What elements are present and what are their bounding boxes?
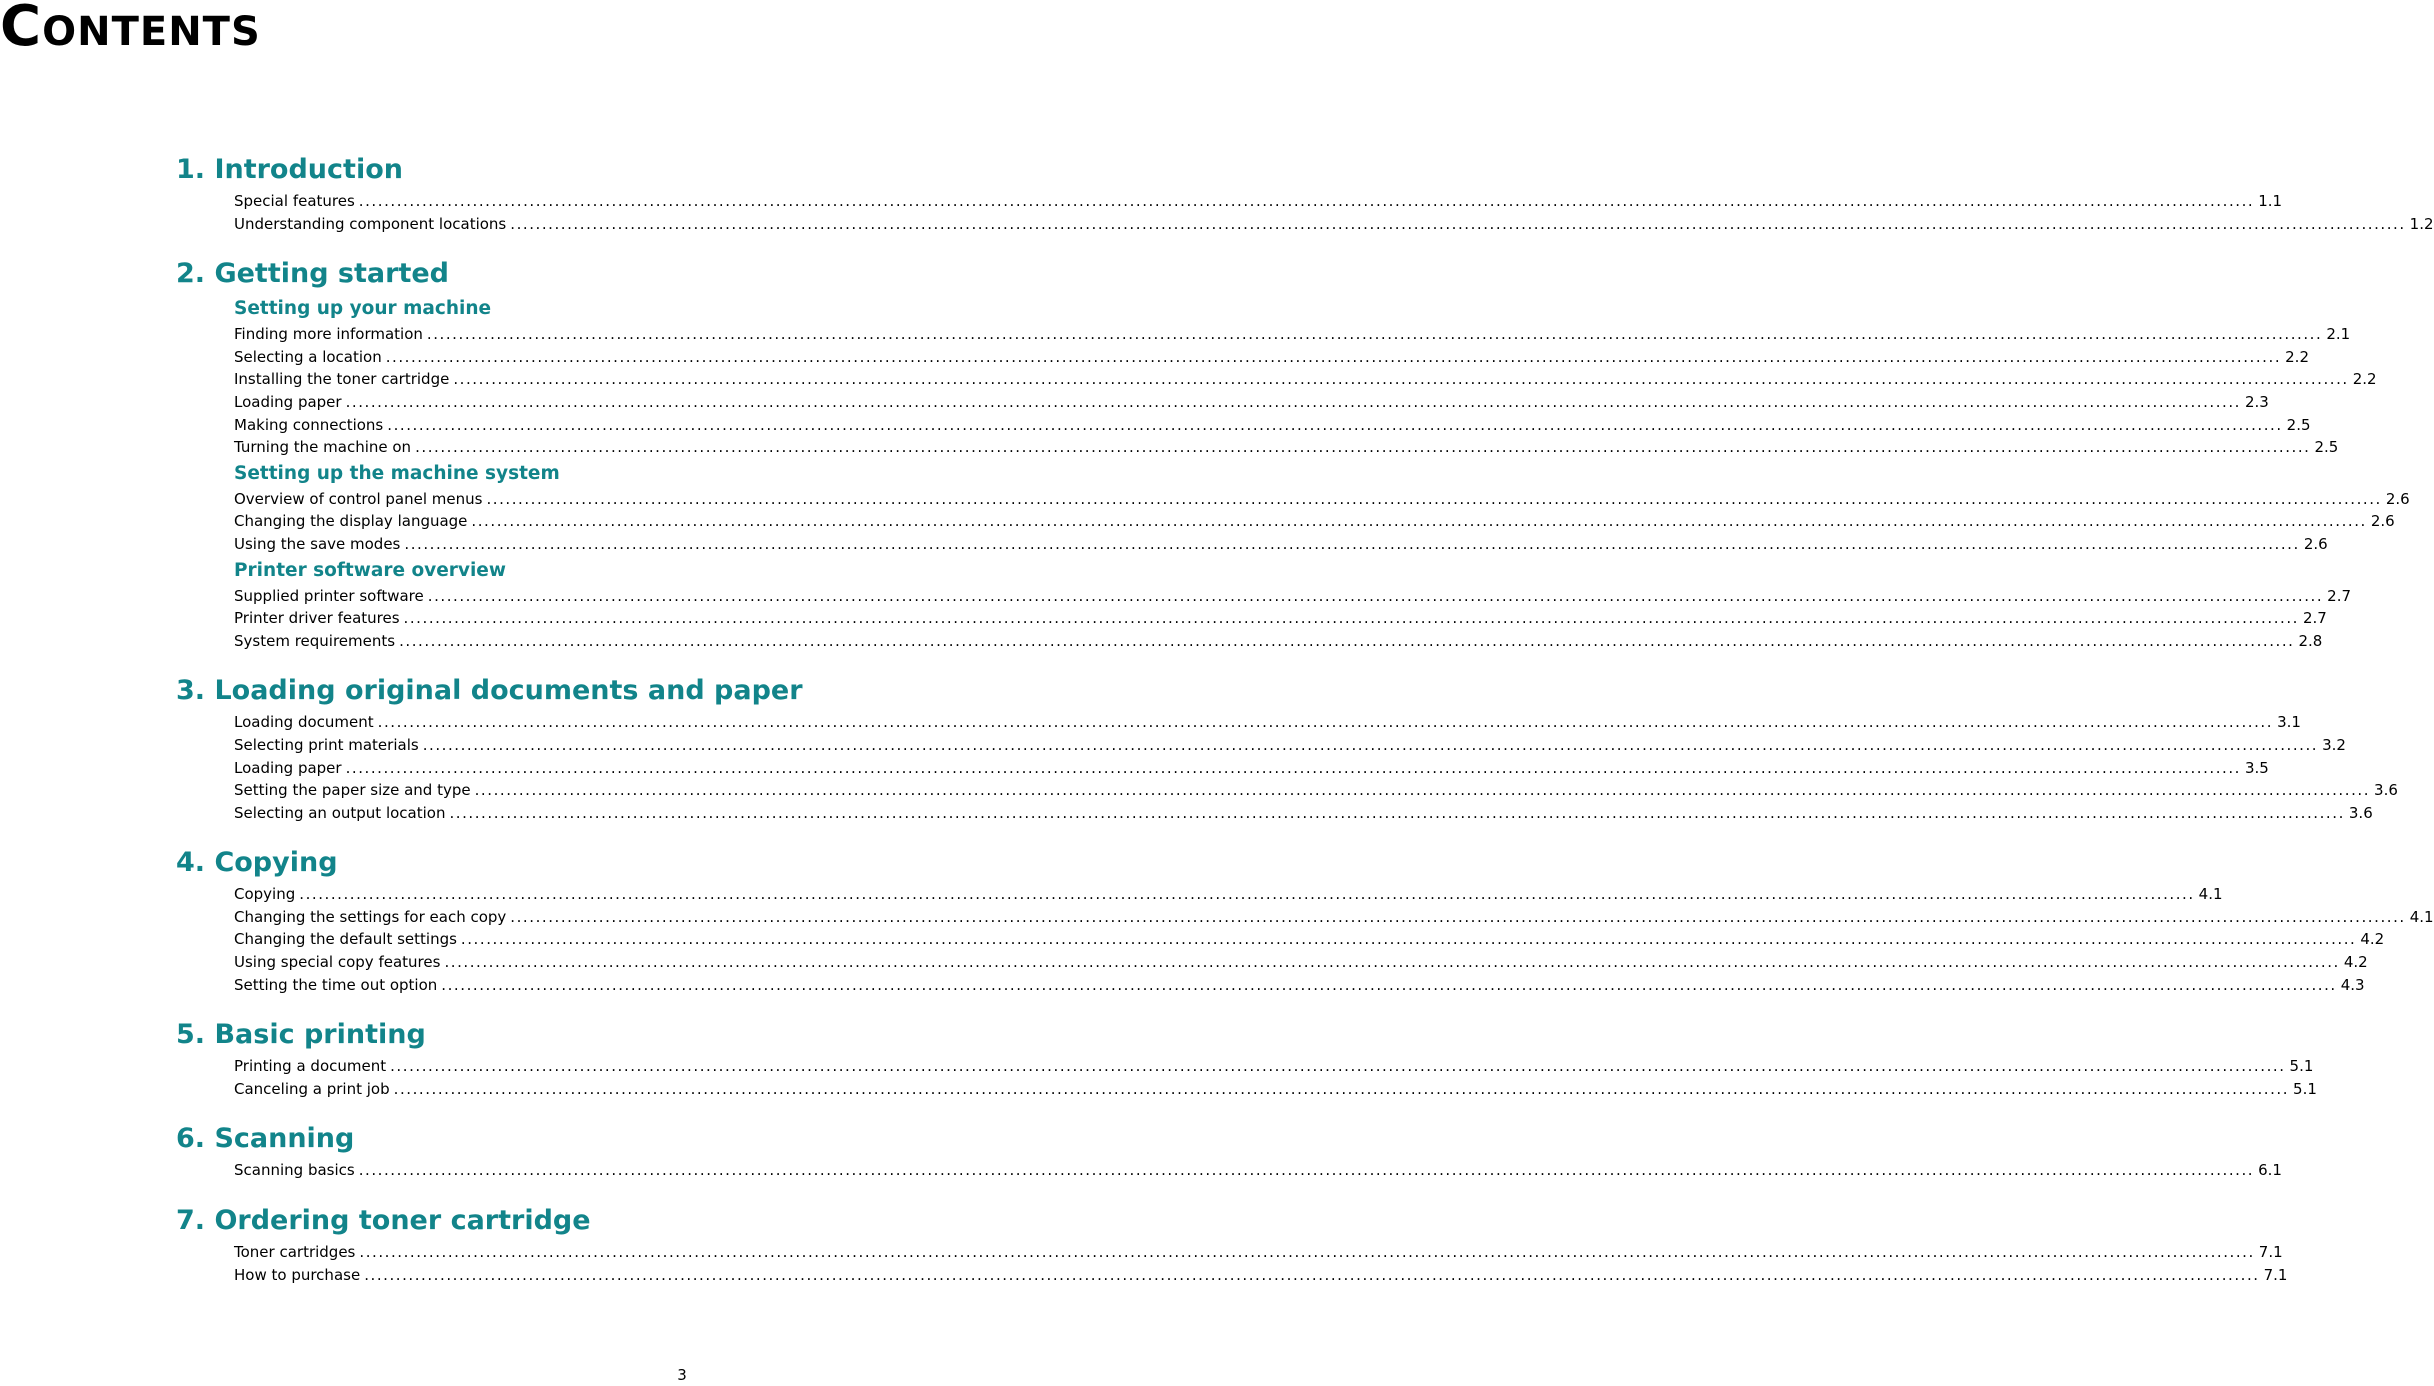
dot-leader: ............................................................................................................................................................................................................................................................................................................ [486, 489, 2382, 508]
toc-entry[interactable] [234, 1241, 2283, 1264]
toc-entry[interactable] [234, 414, 2311, 437]
subsection-heading[interactable]: Printer software overview [234, 559, 506, 581]
chapter-heading[interactable]: 7. Ordering toner cartridge [176, 1205, 591, 1237]
entry-title: Loading paper [234, 392, 342, 411]
dot-leader: ............................................................................................................................................................................................................................................................................................................ [359, 1243, 2255, 1262]
dot-leader: ............................................................................................................................................................................................................................................................................................................ [377, 713, 2274, 732]
entry-title: Overview of control panel menus [234, 489, 483, 508]
entry-title: Understanding component locations [234, 214, 507, 233]
dot-leader: ............................................................................................................................................................................................................................................................................................................ [510, 214, 2406, 233]
dot-leader: ............................................................................................................................................................................................................................................................................................................ [474, 781, 2371, 800]
toc-section [176, 671, 2398, 824]
toc-entry[interactable] [234, 757, 2269, 780]
entry-title: Supplied printer software [234, 586, 424, 605]
dot-leader: ............................................................................................................................................................................................................................................................................................................ [399, 631, 2295, 650]
entry-page-number: 2.1 [2326, 325, 2351, 344]
entry-page-number: 4.3 [2340, 975, 2365, 994]
dot-leader: ............................................................................................................................................................................................................................................................................................................ [393, 1079, 2290, 1098]
entry-title: How to purchase [234, 1265, 361, 1284]
toc-section [176, 1015, 2317, 1100]
entry-page-number: 2.7 [2327, 586, 2352, 605]
entry-title: Selecting a location [234, 347, 382, 366]
entry-page-number: 1.1 [2258, 192, 2283, 210]
entry-title: Changing the default settings [234, 930, 457, 949]
toc-entry[interactable] [234, 951, 2368, 974]
table-of-contents [176, 150, 2434, 1286]
toc-entry[interactable] [234, 323, 2351, 346]
toc-entry[interactable] [234, 906, 2434, 929]
entry-page-number: 2.2 [2285, 347, 2309, 366]
dot-leader: ............................................................................................................................................................................................................................................................................................................ [299, 885, 2195, 904]
entry-title: Finding more information [234, 325, 423, 344]
entry-title: Selecting print materials [234, 735, 419, 754]
toc-entry[interactable] [234, 585, 2352, 608]
dot-leader: ............................................................................................................................................................................................................................................................................................................ [358, 192, 2255, 210]
entry-title: Loading document [234, 713, 374, 732]
entry-title: Printing a document [234, 1057, 387, 1076]
entry-page-number: 3.6 [2348, 803, 2373, 822]
toc-section [176, 150, 2434, 235]
toc-entry[interactable] [234, 213, 2434, 236]
dot-leader: ............................................................................................................................................................................................................................................................................................................ [385, 347, 2282, 366]
entry-title: Toner cartridges [234, 1243, 356, 1262]
toc-entry[interactable] [234, 1159, 2282, 1182]
toc-entry[interactable] [234, 607, 2327, 630]
entry-page-number: 3.6 [2374, 781, 2398, 800]
entry-title: Canceling a print job [234, 1079, 390, 1098]
entry-page-number: 2.7 [2302, 609, 2327, 628]
toc-section [176, 1201, 2288, 1286]
chapter-heading[interactable]: 5. Basic printing [176, 1019, 426, 1051]
entry-page-number: 3.2 [2322, 735, 2346, 754]
entry-page-number: 4.2 [2360, 930, 2385, 949]
toc-entry[interactable] [234, 630, 2323, 653]
toc-entry[interactable] [234, 1055, 2314, 1078]
chapter-heading[interactable]: 3. Loading original documents and paper [176, 675, 803, 707]
toc-section [176, 254, 2410, 652]
dot-leader: ............................................................................................................................................................................................................................................................................................................ [441, 975, 2337, 994]
entry-page-number: 6.1 [2258, 1161, 2282, 1180]
toc-entry[interactable] [234, 368, 2377, 391]
dot-leader: ............................................................................................................................................................................................................................................................................................................ [427, 586, 2324, 605]
entry-title: Setting the time out option [234, 975, 438, 994]
toc-entry[interactable] [234, 928, 2385, 951]
dot-leader: ............................................................................................................................................................................................................................................................................................................ [449, 803, 2345, 822]
entry-title: Scanning basics [234, 1161, 355, 1180]
dot-leader: ............................................................................................................................................................................................................................................................................................................ [460, 930, 2357, 949]
page-title [0, 0, 261, 59]
title-rest: ONTENTS [42, 9, 261, 55]
toc-entry[interactable] [234, 190, 2283, 213]
entry-title: Copying [234, 885, 296, 904]
entry-page-number: 4.1 [2409, 907, 2434, 926]
entry-page-number: 4.2 [2343, 953, 2368, 972]
dot-leader: ............................................................................................................................................................................................................................................................................................................ [471, 512, 2367, 531]
entry-title: Using special copy features [234, 953, 441, 972]
toc-entry[interactable] [234, 779, 2398, 802]
entry-title: System requirements [234, 631, 396, 650]
toc-entry[interactable] [234, 974, 2365, 997]
chapter-heading[interactable]: 6. Scanning [176, 1123, 355, 1155]
dot-leader: ............................................................................................................................................................................................................................................................................................................ [358, 1161, 2255, 1180]
dot-leader: ............................................................................................................................................................................................................................................................................................................ [415, 438, 2311, 457]
dot-leader: ............................................................................................................................................................................................................................................................................................................ [453, 370, 2349, 389]
entry-page-number: 1.2 [2409, 214, 2434, 233]
toc-entry[interactable] [234, 711, 2301, 734]
entry-title: Special features [234, 192, 355, 210]
toc-entry[interactable] [234, 510, 2395, 533]
dot-leader: ............................................................................................................................................................................................................................................................................................................ [387, 415, 2283, 434]
entry-title: Printer driver features [234, 609, 400, 628]
toc-entry[interactable] [234, 802, 2373, 825]
entry-page-number: 2.8 [2298, 631, 2323, 650]
entry-page-number: 2.6 [2303, 534, 2328, 553]
entry-title: Loading paper [234, 758, 342, 777]
dot-leader: ............................................................................................................................................................................................................................................................................................................ [403, 609, 2299, 628]
entry-title: Turning the machine on [234, 438, 412, 457]
entry-page-number: 2.6 [2370, 512, 2395, 531]
entry-page-number: 5.1 [2293, 1079, 2317, 1098]
dot-leader: ............................................................................................................................................................................................................................................................................................................ [404, 534, 2300, 553]
subsection-heading[interactable]: Setting up the machine system [234, 462, 560, 484]
toc-entry[interactable] [234, 436, 2339, 459]
toc-entry[interactable] [234, 533, 2328, 556]
entry-title: Installing the toner cartridge [234, 370, 450, 389]
toc-section [176, 843, 2434, 996]
entry-page-number: 5.1 [2289, 1057, 2314, 1076]
toc-entry[interactable] [234, 734, 2346, 757]
page-number: 3 [677, 1366, 687, 1384]
entry-title: Changing the display language [234, 512, 468, 531]
dot-leader: ............................................................................................................................................................................................................................................................................................................ [510, 907, 2406, 926]
chapter-heading[interactable]: 4. Copying [176, 847, 338, 879]
entry-page-number: 3.5 [2245, 758, 2269, 777]
entry-page-number: 2.5 [2314, 438, 2339, 457]
entry-title: Selecting an output location [234, 803, 446, 822]
toc-section [176, 1119, 2282, 1182]
dot-leader: ............................................................................................................................................................................................................................................................................................................ [345, 392, 2241, 411]
entry-page-number: 2.6 [2385, 489, 2410, 508]
entry-page-number: 7.1 [2258, 1243, 2283, 1262]
chapter-heading[interactable]: 2. Getting started [176, 258, 449, 290]
toc-entry[interactable] [234, 883, 2223, 906]
entry-title: Using the save modes [234, 534, 401, 553]
toc-entry[interactable] [234, 488, 2410, 511]
entry-title: Changing the settings for each copy [234, 907, 507, 926]
title-initial: C [0, 0, 43, 59]
entry-page-number: 2.5 [2286, 415, 2311, 434]
toc-entry[interactable] [234, 1078, 2317, 1101]
dot-leader: ............................................................................................................................................................................................................................................................................................................ [422, 735, 2319, 754]
entry-page-number: 2.2 [2352, 370, 2377, 389]
toc-entry[interactable] [234, 391, 2269, 414]
toc-entry[interactable] [234, 1264, 2288, 1287]
dot-leader: ............................................................................................................................................................................................................................................................................................................ [390, 1057, 2286, 1076]
entry-page-number: 7.1 [2263, 1265, 2288, 1284]
dot-leader: ............................................................................................................................................................................................................................................................................................................ [345, 758, 2241, 777]
entry-page-number: 2.3 [2245, 392, 2269, 411]
dot-leader: ............................................................................................................................................................................................................................................................................................................ [364, 1265, 2260, 1284]
dot-leader: ............................................................................................................................................................................................................................................................................................................ [444, 953, 2340, 972]
entry-title: Making connections [234, 415, 384, 434]
subsection-heading[interactable]: Setting up your machine [234, 298, 492, 320]
entry-title: Setting the paper size and type [234, 781, 471, 800]
dot-leader: ............................................................................................................................................................................................................................................................................................................ [426, 325, 2323, 344]
toc-entry[interactable] [234, 346, 2309, 369]
chapter-heading[interactable]: 1. Introduction [176, 154, 403, 185]
entry-page-number: 3.1 [2277, 713, 2301, 732]
entry-page-number: 4.1 [2198, 885, 2223, 904]
